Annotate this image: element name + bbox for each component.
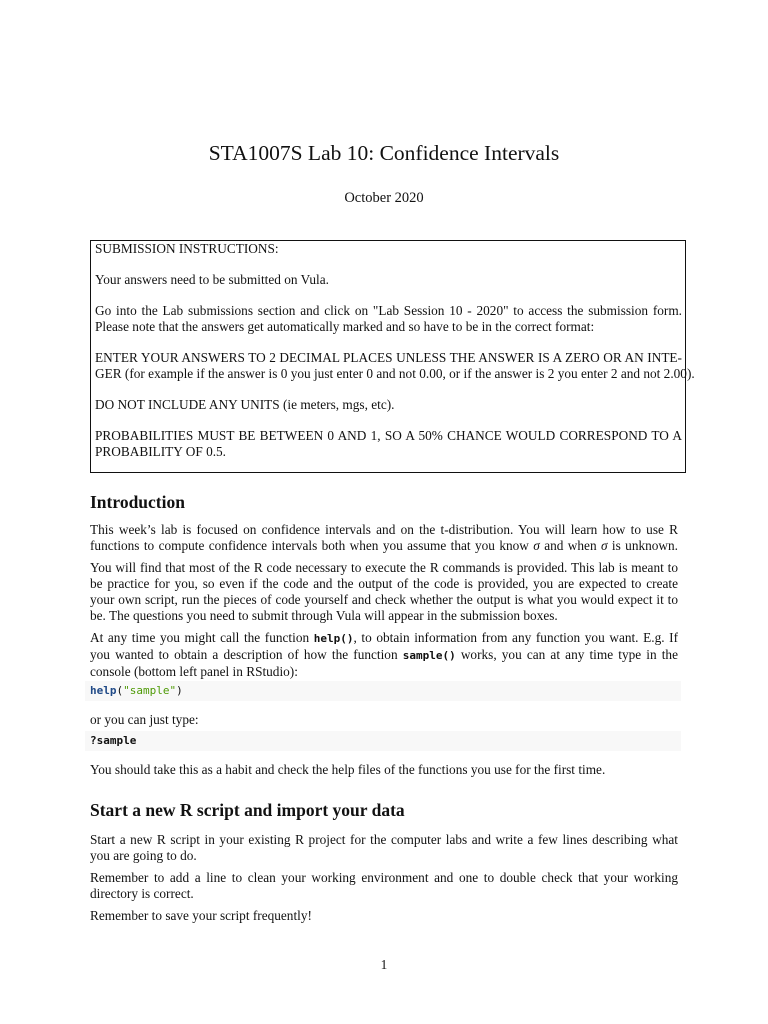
sigma-symbol: σ	[600, 538, 608, 554]
section2-p1-line-2: you are going to do.	[90, 848, 197, 864]
intro-text: works, you can at any time type in the	[455, 647, 678, 663]
intro-text: you wanted to obtain a description of how the function	[90, 647, 403, 663]
intro-text: is unknown.	[607, 538, 678, 554]
sample-function-inline-code: sample()	[402, 649, 456, 663]
instructions-lab-submissions: Go into the Lab submissions section and click on "Lab Session 10 - 2020" to access the submission form.	[95, 303, 682, 318]
intro-p2-line-3: your own script, run the pieces of code yourself and check whether the output is what you would expect it to	[90, 592, 678, 608]
intro-text: , to obtain information from any function you want. E.g. If	[353, 630, 678, 645]
intro-paragraph-1	[90, 522, 678, 554]
intro-p1-line-1: This week’s lab is focused on confidence intervals and on the t-distribution. You will learn how to use R	[90, 522, 678, 537]
intro-text: functions to compute confidence intervals both when you assume that you know	[90, 538, 534, 554]
page-number: 1	[380, 957, 388, 972]
intro-p2-line-2: be practice for you, so even if the code and the output of the code is provided, you are expected to create	[90, 576, 678, 592]
instructions-vula: Your answers need to be submitted on Vula.	[95, 272, 329, 287]
code-block-sample	[85, 731, 681, 751]
section2-paragraph-2	[90, 870, 678, 902]
instructions-decimal-places: ENTER YOUR ANSWERS TO 2 DECIMAL PLACES UNLESS THE ANSWER IS A ZERO OR AN INTE-	[95, 350, 682, 365]
instructions-heading: SUBMISSION INSTRUCTIONS:	[95, 241, 279, 256]
intro-text: and when	[539, 538, 601, 554]
document-title: STA1007S Lab 10: Confidence Intervals	[208, 141, 560, 165]
code-string: "sample"	[123, 684, 177, 697]
section2-p2-line-2: directory is correct.	[90, 886, 194, 902]
intro-p3-line-3: console (bottom left panel in RStudio):	[90, 664, 298, 680]
instructions-probabilities: PROBABILITIES MUST BE BETWEEN 0 AND 1, SO A 50% CHANCE WOULD CORRESPOND TO A	[95, 428, 682, 443]
intro-paragraph-4: or you can just type:	[90, 712, 199, 727]
section2-paragraph-3: Remember to save your script frequently!	[90, 908, 312, 923]
introduction-heading: Introduction	[90, 492, 185, 512]
intro-p3-line-2	[90, 647, 678, 664]
code-text: ?sample	[90, 734, 137, 747]
intro-p2-line-4: be. The questions you need to submit through Vula will appear in the submission boxes.	[90, 608, 558, 624]
code-paren: (	[116, 684, 124, 697]
help-function-inline-code: help()	[313, 632, 354, 645]
intro-p3-line-1	[90, 630, 678, 647]
intro-paragraph-3	[90, 630, 678, 680]
document-date: October 2020	[344, 190, 424, 206]
section2-paragraph-1	[90, 832, 678, 864]
submission-instructions-box	[90, 240, 695, 473]
instructions-probability-example: PROBABILITY OF 0.5.	[95, 444, 227, 459]
code-block-help	[85, 681, 681, 701]
section2-p2-line-1: Remember to add a line to clean your working environment and one to double check that your working	[90, 870, 678, 885]
instructions-no-units: DO NOT INCLUDE ANY UNITS (ie meters, mgs, etc).	[95, 397, 395, 412]
intro-paragraph-5: You should take this as a habit and check the help files of the functions you use for the first time.	[90, 762, 606, 777]
instructions-format-note: Please note that the answers get automatically marked and so have to be in the correct format:	[95, 319, 595, 334]
sigma-symbol: σ	[533, 538, 540, 554]
intro-p1-line-2	[90, 538, 678, 554]
intro-text: At any time you might call the function	[90, 630, 314, 645]
instructions-integer-example: GER (for example if the answer is 0 you just enter 0 and not 0.00, or if the answer is 2 you enter 2 and not 2.00).	[95, 366, 695, 381]
code-paren: )	[176, 684, 183, 697]
intro-paragraph-2	[90, 560, 678, 624]
code-function-name: help	[90, 684, 117, 697]
intro-p2-line-1: You will find that most of the R code necessary to execute the R commands is provided. This lab is meant to	[90, 560, 678, 575]
section-heading-new-script: Start a new R script and import your data	[90, 800, 405, 820]
section2-p1-line-1: Start a new R script in your existing R project for the computer labs and write a few lines describing what	[90, 832, 678, 847]
